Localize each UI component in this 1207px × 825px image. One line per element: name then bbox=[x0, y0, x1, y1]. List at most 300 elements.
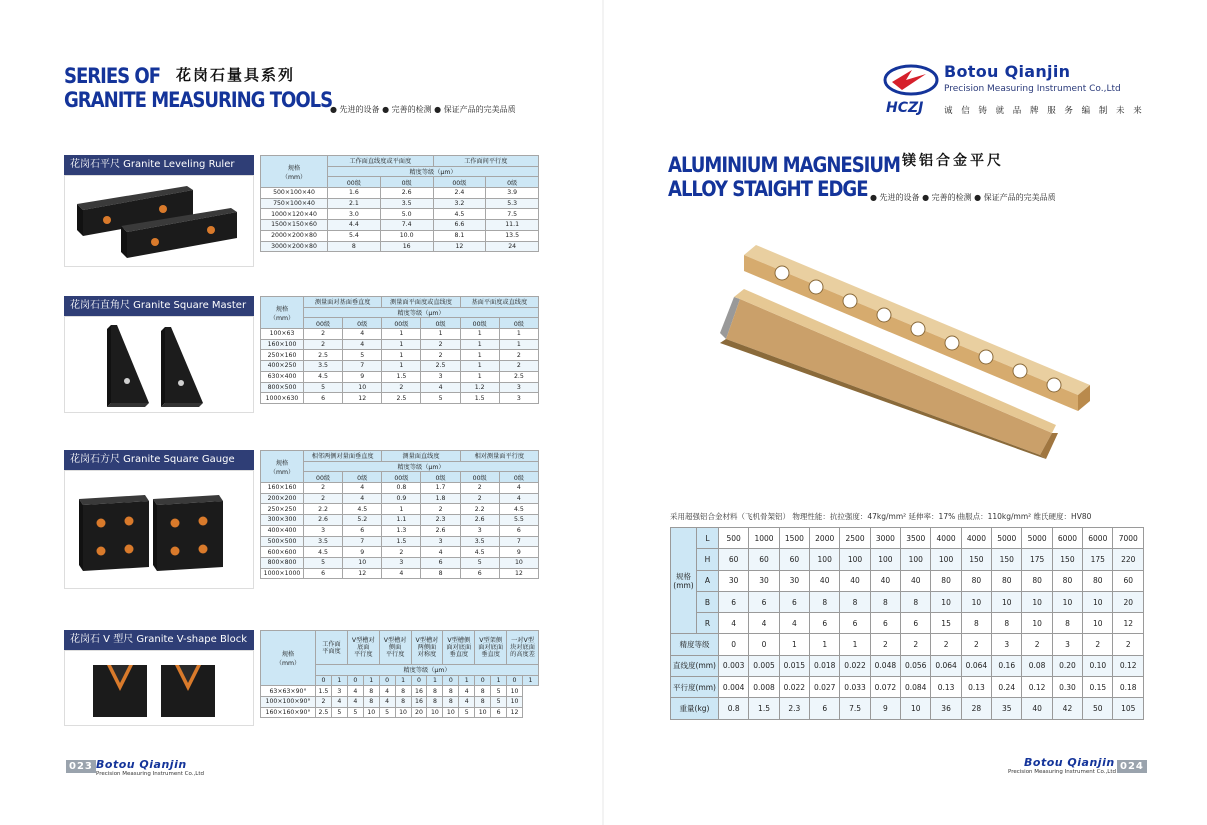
value-cell: 8 bbox=[328, 241, 381, 252]
value-cell: 4000 bbox=[961, 528, 991, 549]
value-cell: 3 bbox=[331, 686, 347, 697]
spec-cell: 400×250 bbox=[261, 361, 304, 372]
value-cell: 6 bbox=[840, 613, 870, 634]
value-cell: 8 bbox=[395, 697, 411, 708]
value-cell: 6 bbox=[749, 591, 779, 612]
value-cell: 100 bbox=[901, 549, 931, 570]
value-cell: 1 bbox=[840, 634, 870, 655]
value-cell: 2 bbox=[421, 350, 460, 361]
value-cell: 4 bbox=[343, 493, 382, 504]
value-cell: 8 bbox=[992, 613, 1022, 634]
value-cell: 2 bbox=[421, 339, 460, 350]
table-row bbox=[261, 241, 539, 252]
table-row bbox=[671, 549, 1144, 570]
value-cell: 5 bbox=[331, 707, 347, 718]
value-cell: 12 bbox=[1113, 613, 1144, 634]
dimension-key: B bbox=[697, 591, 719, 612]
value-cell: 12 bbox=[507, 707, 523, 718]
value-cell: 4.5 bbox=[460, 547, 499, 558]
value-cell: 0.9 bbox=[382, 493, 421, 504]
value-cell: 1 bbox=[460, 371, 499, 382]
value-cell: 12 bbox=[343, 568, 382, 579]
value-cell: 40 bbox=[810, 570, 840, 591]
grade-cell: 0 bbox=[316, 675, 332, 686]
value-cell: 4 bbox=[347, 697, 363, 708]
value-cell: 1 bbox=[460, 350, 499, 361]
value-cell: 0.018 bbox=[810, 655, 840, 676]
table-row bbox=[261, 393, 539, 404]
value-cell: 10 bbox=[507, 686, 523, 697]
value-cell: 2 bbox=[382, 382, 421, 393]
dimension-key: R bbox=[697, 613, 719, 634]
square-gauge-spec-table: 规格 （mm） 相邻两侧对量面垂直度 测量面直线度 相对测量面平行度 精度等级（μm） 00级 0级 00级 0级 00级 0级 160×160 2 4 0.8 1.7 2 4 200×200 2 4 0.9 1.8 2 4 250×250 2.2 4.5 1 2 2.2 4.5 300×300 2.6 5.2 1.1 2.3 2.6 5.5 400×400 3 6 1.3 2.6 3 6 500×500 3.5 7 1.5 3 3.5 7 600×600 4.5 9 2 4 4.5 9 800×800 5 10 3 6 5 10 1000×1000 6 12 4 8 6 12 bbox=[260, 450, 539, 579]
table-row bbox=[671, 528, 1144, 549]
value-cell: 10 bbox=[961, 591, 991, 612]
value-cell: 2 bbox=[382, 547, 421, 558]
grade-cell: 0 bbox=[379, 675, 395, 686]
row-label: 直线度(mm) bbox=[671, 655, 719, 676]
value-cell: 100 bbox=[810, 549, 840, 570]
value-cell: 1 bbox=[382, 504, 421, 515]
table-row bbox=[261, 361, 539, 372]
value-cell: 3 bbox=[499, 382, 538, 393]
value-cell: 220 bbox=[1113, 549, 1144, 570]
value-cell: 6 bbox=[421, 557, 460, 568]
spec-cell: 630×400 bbox=[261, 371, 304, 382]
value-cell: 6 bbox=[499, 525, 538, 536]
value-cell: 0.008 bbox=[749, 677, 779, 698]
value-cell: 8 bbox=[363, 697, 379, 708]
value-cell: 2 bbox=[931, 634, 961, 655]
value-cell: 5 bbox=[491, 686, 507, 697]
value-cell: 12 bbox=[499, 568, 538, 579]
square-master-image bbox=[64, 316, 254, 413]
dimension-key: L bbox=[697, 528, 719, 549]
value-cell: 9 bbox=[870, 698, 900, 719]
value-cell: 1 bbox=[460, 361, 499, 372]
page-number: 023 bbox=[66, 760, 96, 773]
value-cell: 3.5 bbox=[304, 361, 343, 372]
spec-label: 规格 (mm) bbox=[671, 528, 697, 634]
value-cell: 10 bbox=[507, 697, 523, 708]
value-cell: 24 bbox=[486, 241, 539, 252]
company-logo-icon bbox=[882, 60, 940, 118]
svg-text:HCZJ: HCZJ bbox=[886, 100, 924, 116]
value-cell: 2 bbox=[304, 329, 343, 340]
table-row bbox=[261, 547, 539, 558]
spec-cell: 2000×200×80 bbox=[261, 230, 328, 241]
value-cell: 3 bbox=[1052, 634, 1082, 655]
section-header-square-master: 花岗石直角尺 Granite Square Master bbox=[64, 296, 254, 316]
value-cell: 2.4 bbox=[433, 188, 486, 199]
spec-cell: 1000×630 bbox=[261, 393, 304, 404]
value-cell: 10 bbox=[395, 707, 411, 718]
value-cell: 105 bbox=[1113, 698, 1144, 719]
brand-name: Botou Qianjin bbox=[944, 62, 1071, 81]
spec-cell: 200×200 bbox=[261, 493, 304, 504]
value-cell: 5 bbox=[460, 557, 499, 568]
table-row bbox=[671, 613, 1144, 634]
grade-cell: 0 bbox=[411, 675, 427, 686]
value-cell: 80 bbox=[961, 570, 991, 591]
value-cell: 0.08 bbox=[1022, 655, 1052, 676]
value-cell: 8 bbox=[421, 568, 460, 579]
spec-cell: 400×400 bbox=[261, 525, 304, 536]
value-cell: 1 bbox=[460, 329, 499, 340]
value-cell: 2 bbox=[304, 339, 343, 350]
table-row bbox=[671, 570, 1144, 591]
grade-cell: 1 bbox=[522, 675, 538, 686]
value-cell: 10 bbox=[1052, 591, 1082, 612]
spec-cell: 250×250 bbox=[261, 504, 304, 515]
value-cell: 4 bbox=[459, 686, 475, 697]
grade-cell: 1 bbox=[491, 675, 507, 686]
alloy-title-cn: 镁铝合金平尺 bbox=[902, 153, 1004, 169]
value-cell: 6 bbox=[304, 568, 343, 579]
section-header-v-block: 花岗石 V 型尺 Granite V-shape Block bbox=[64, 630, 254, 650]
table-row bbox=[261, 697, 539, 708]
value-cell: 4 bbox=[749, 613, 779, 634]
value-cell: 0.8 bbox=[382, 483, 421, 494]
value-cell: 0.20 bbox=[1052, 655, 1082, 676]
value-cell: 6 bbox=[901, 613, 931, 634]
value-cell: 0.015 bbox=[779, 655, 809, 676]
value-cell: 1.5 bbox=[382, 536, 421, 547]
value-cell: 150 bbox=[992, 549, 1022, 570]
value-cell: 0.004 bbox=[719, 677, 749, 698]
value-cell: 4 bbox=[382, 568, 421, 579]
value-cell: 8 bbox=[443, 686, 459, 697]
value-cell: 8.1 bbox=[433, 230, 486, 241]
value-cell: 12 bbox=[433, 241, 486, 252]
value-cell: 5 bbox=[347, 707, 363, 718]
table-row bbox=[261, 536, 539, 547]
table-row bbox=[261, 568, 539, 579]
value-cell: 3 bbox=[421, 371, 460, 382]
value-cell: 4.5 bbox=[343, 504, 382, 515]
value-cell: 0.24 bbox=[992, 677, 1022, 698]
table-row bbox=[671, 698, 1144, 719]
value-cell: 8 bbox=[363, 686, 379, 697]
value-cell: 10 bbox=[343, 382, 382, 393]
spec-cell: 800×800 bbox=[261, 557, 304, 568]
alloy-straight-edge-image bbox=[704, 235, 1104, 470]
value-cell: 10 bbox=[499, 557, 538, 568]
value-cell: 60 bbox=[779, 549, 809, 570]
value-cell: 60 bbox=[1113, 570, 1144, 591]
spec-cell: 63×63×90° bbox=[261, 686, 316, 697]
value-cell: 42 bbox=[1052, 698, 1082, 719]
value-cell: 9 bbox=[499, 547, 538, 558]
table-row bbox=[671, 655, 1144, 676]
value-cell: 7 bbox=[499, 536, 538, 547]
square-gauge-image bbox=[64, 470, 254, 589]
value-cell: 5000 bbox=[992, 528, 1022, 549]
value-cell: 2 bbox=[1022, 634, 1052, 655]
value-cell: 4 bbox=[347, 686, 363, 697]
value-cell: 5 bbox=[459, 707, 475, 718]
value-cell: 80 bbox=[931, 570, 961, 591]
value-cell: 80 bbox=[1083, 570, 1113, 591]
value-cell: 35 bbox=[992, 698, 1022, 719]
value-cell: 6 bbox=[304, 393, 343, 404]
value-cell: 12 bbox=[343, 393, 382, 404]
alloy-title-en: ALUMINIUM MAGNESIUM ALLOY STAIGHT EDGE bbox=[668, 153, 900, 201]
value-cell: 4.5 bbox=[304, 371, 343, 382]
value-cell: 3500 bbox=[901, 528, 931, 549]
table-row bbox=[261, 339, 539, 350]
value-cell: 7.5 bbox=[840, 698, 870, 719]
value-cell: 3.0 bbox=[328, 209, 381, 220]
value-cell: 1.6 bbox=[328, 188, 381, 199]
leveling-ruler-image bbox=[64, 175, 254, 267]
value-cell: 1.5 bbox=[316, 686, 332, 697]
value-cell: 20 bbox=[1113, 591, 1144, 612]
value-cell: 10 bbox=[931, 591, 961, 612]
value-cell: 7 bbox=[343, 361, 382, 372]
spec-cell: 100×63 bbox=[261, 329, 304, 340]
value-cell: 8 bbox=[475, 686, 491, 697]
value-cell: 1.5 bbox=[382, 371, 421, 382]
value-cell: 4 bbox=[379, 697, 395, 708]
value-cell: 2.3 bbox=[421, 515, 460, 526]
square-gauge-illustration bbox=[65, 471, 253, 588]
value-cell: 4 bbox=[459, 697, 475, 708]
value-cell: 6 bbox=[491, 707, 507, 718]
value-cell: 2.3 bbox=[779, 698, 809, 719]
spec-cell: 160×160 bbox=[261, 483, 304, 494]
dimension-key: A bbox=[697, 570, 719, 591]
value-cell: 8 bbox=[810, 591, 840, 612]
value-cell: 7.4 bbox=[380, 220, 433, 231]
spec-header: 规格 （mm） bbox=[261, 297, 304, 329]
value-cell: 13.5 bbox=[486, 230, 539, 241]
value-cell: 2 bbox=[870, 634, 900, 655]
value-cell: 6000 bbox=[1052, 528, 1082, 549]
value-cell: 2000 bbox=[810, 528, 840, 549]
value-cell: 3 bbox=[992, 634, 1022, 655]
value-cell: 4 bbox=[421, 382, 460, 393]
spec-cell: 500×500 bbox=[261, 536, 304, 547]
grade-cell: 1 bbox=[459, 675, 475, 686]
value-cell: 6000 bbox=[1083, 528, 1113, 549]
series-title-cn: 花岗石量具系列 bbox=[176, 66, 296, 84]
value-cell: 6 bbox=[460, 568, 499, 579]
value-cell: 1500 bbox=[779, 528, 809, 549]
value-cell: 10 bbox=[363, 707, 379, 718]
value-cell: 3 bbox=[499, 393, 538, 404]
grade-cell: 0 bbox=[507, 675, 523, 686]
spec-cell: 1000×1000 bbox=[261, 568, 304, 579]
value-cell: 40 bbox=[870, 570, 900, 591]
value-cell: 3000 bbox=[870, 528, 900, 549]
value-cell: 0.056 bbox=[901, 655, 931, 676]
table-row bbox=[261, 230, 539, 241]
value-cell: 3.5 bbox=[460, 536, 499, 547]
spec-cell: 100×100×90° bbox=[261, 697, 316, 708]
grade-cell: 1 bbox=[395, 675, 411, 686]
value-cell: 0.033 bbox=[840, 677, 870, 698]
value-cell: 2.6 bbox=[421, 525, 460, 536]
table-row bbox=[261, 209, 539, 220]
value-cell: 1 bbox=[382, 339, 421, 350]
v-block-illustration bbox=[65, 651, 253, 725]
value-cell: 1.5 bbox=[460, 393, 499, 404]
value-cell: 1.8 bbox=[421, 493, 460, 504]
value-cell: 0.13 bbox=[931, 677, 961, 698]
value-cell: 1.1 bbox=[382, 515, 421, 526]
table-row bbox=[261, 707, 539, 718]
value-cell: 5.5 bbox=[499, 515, 538, 526]
value-cell: 5 bbox=[379, 707, 395, 718]
value-cell: 5.2 bbox=[343, 515, 382, 526]
value-cell: 5 bbox=[304, 382, 343, 393]
value-cell: 3.9 bbox=[486, 188, 539, 199]
value-cell: 3 bbox=[421, 536, 460, 547]
row-label: 精度等级 bbox=[671, 634, 719, 655]
square-master-spec-table: 规格 （mm） 测量面对基面垂直度 测量面平面度或直线度 基面平面度或直线度 精度等级（μm） 00级 0级 00级 0级 00级 0级 100×63 2 4 1 1 1 1 160×100 2 4 1 2 1 1 250×160 2.5 5 1 2 1 2 400×250 3.5 7 1 2.5 1 2 630×400 4.5 9 1.5 3 1 2.5 800×500 5 10 2 4 1.2 3 1000×630 6 12 2.5 5 1.5 3 bbox=[260, 296, 539, 404]
spec-cell: 300×300 bbox=[261, 515, 304, 526]
slogan: ● 先进的设备 ● 完善的检测 ● 保证产品的完美品质 bbox=[870, 193, 1056, 202]
value-cell: 16 bbox=[411, 697, 427, 708]
value-cell: 0.027 bbox=[810, 677, 840, 698]
value-cell: 4.5 bbox=[433, 209, 486, 220]
brand-slogan: 诚 信 铸 就 品 牌 服 务 编 制 未 来 bbox=[944, 106, 1145, 116]
value-cell: 40 bbox=[840, 570, 870, 591]
value-cell: 2 bbox=[1083, 634, 1113, 655]
value-cell: 2 bbox=[499, 350, 538, 361]
table-row bbox=[671, 677, 1144, 698]
value-cell: 36 bbox=[931, 698, 961, 719]
value-cell: 9 bbox=[343, 547, 382, 558]
value-cell: 2 bbox=[1113, 634, 1144, 655]
value-cell: 175 bbox=[1022, 549, 1052, 570]
table-row bbox=[261, 525, 539, 536]
value-cell: 1 bbox=[499, 339, 538, 350]
value-cell: 4 bbox=[343, 483, 382, 494]
value-cell: 1 bbox=[499, 329, 538, 340]
value-cell: 2.1 bbox=[328, 198, 381, 209]
section-header-leveling: 花岗石平尺 Granite Leveling Ruler bbox=[64, 155, 254, 175]
value-cell: 2.2 bbox=[304, 504, 343, 515]
value-cell: 4 bbox=[499, 493, 538, 504]
slogan: ● 先进的设备 ● 完善的检测 ● 保证产品的完美品质 bbox=[330, 105, 516, 114]
table-row bbox=[261, 515, 539, 526]
page-number: 024 bbox=[1117, 760, 1147, 773]
grade-cell: 1 bbox=[331, 675, 347, 686]
value-cell: 8 bbox=[840, 591, 870, 612]
value-cell: 5.0 bbox=[380, 209, 433, 220]
footer-subtitle: Precision Measuring Instrument Co.,Ltd bbox=[1008, 769, 1116, 775]
table-row bbox=[261, 686, 539, 697]
v-block-spec-table: 规格 （mm） 工作面 平面度 V型槽对 底面 平行度 V型槽对 侧面 平行度 V型槽对 两侧面 对称度 V型槽侧 面对底面 垂直度 V型架侧 面对底面 垂直度 一对V型 块对底面 的高度差 精度等级（μm） 0 1 0 1 0 1 0 1 0 1 0 1 0 1 63×63×90° 1.5 3 4 8 4 8 16 8 8 4 8 5 10 100×100×90° 2 4 4 8 4 8 16 8 8 4 8 5 10 160×160×90° 2.5 5 5 10 5 10 20 10 10 5 10 6 12 bbox=[260, 630, 539, 718]
value-cell: 60 bbox=[749, 549, 779, 570]
leveling-spec-table: 规格 （mm） 工作面直线度或平面度 工作面间平行度 精度等级（μm） 00级 0级 00级 0级 500×100×40 1.6 2.6 2.4 3.9 750×100×40 2.1 3.5 3.2 5.3 1000×120×40 3.0 5.0 4.5 7.5 1500×150×60 4.4 7.4 6.6 11.1 2000×200×80 5.4 10.0 8.1 13.5 3000×200×80 8 16 12 24 bbox=[260, 155, 539, 252]
material-note: 采用超强铝合金材料（飞机骨架铝） 物理性能：抗拉强度：47kg/mm² 延伸率：17% 曲服点：110kg/mm² 维氏硬度：HV80 bbox=[670, 512, 1092, 521]
spec-cell: 600×600 bbox=[261, 547, 304, 558]
table-row bbox=[671, 591, 1144, 612]
value-cell: 0.12 bbox=[1022, 677, 1052, 698]
value-cell: 80 bbox=[992, 570, 1022, 591]
value-cell: 1.7 bbox=[421, 483, 460, 494]
value-cell: 0.084 bbox=[901, 677, 931, 698]
table-row bbox=[261, 198, 539, 209]
value-cell: 1.5 bbox=[749, 698, 779, 719]
brand-subtitle: Precision Measuring Instrument Co.,Ltd bbox=[944, 84, 1121, 94]
value-cell: 8 bbox=[870, 591, 900, 612]
spec-cell: 3000×200×80 bbox=[261, 241, 328, 252]
footer-logo: Botou Qianjin bbox=[96, 758, 187, 771]
value-cell: 0.072 bbox=[870, 677, 900, 698]
value-cell: 0.13 bbox=[961, 677, 991, 698]
table-row bbox=[261, 382, 539, 393]
spec-cell: 1500×150×60 bbox=[261, 220, 328, 231]
value-cell: 100 bbox=[870, 549, 900, 570]
value-cell: 30 bbox=[749, 570, 779, 591]
table-row bbox=[671, 634, 1144, 655]
value-cell: 6 bbox=[719, 591, 749, 612]
grade-cell: 1 bbox=[363, 675, 379, 686]
value-cell: 4 bbox=[379, 686, 395, 697]
value-cell: 2 bbox=[460, 493, 499, 504]
spec-cell: 160×160×90° bbox=[261, 707, 316, 718]
alloy-spec-table bbox=[670, 527, 1144, 720]
value-cell: 8 bbox=[475, 697, 491, 708]
value-cell: 0.064 bbox=[961, 655, 991, 676]
value-cell: 0.022 bbox=[840, 655, 870, 676]
value-cell: 5 bbox=[343, 350, 382, 361]
value-cell: 8 bbox=[1052, 613, 1082, 634]
value-cell: 150 bbox=[1052, 549, 1082, 570]
spec-cell: 500×100×40 bbox=[261, 188, 328, 199]
value-cell: 4.5 bbox=[499, 504, 538, 515]
value-cell: 40 bbox=[901, 570, 931, 591]
value-cell: 4.5 bbox=[304, 547, 343, 558]
dimension-key: H bbox=[697, 549, 719, 570]
spec-cell: 800×500 bbox=[261, 382, 304, 393]
value-cell: 1 bbox=[779, 634, 809, 655]
value-cell: 9 bbox=[343, 371, 382, 382]
value-cell: 2 bbox=[304, 483, 343, 494]
value-cell: 4 bbox=[343, 339, 382, 350]
table-row bbox=[261, 371, 539, 382]
value-cell: 80 bbox=[1022, 570, 1052, 591]
value-cell: 2 bbox=[901, 634, 931, 655]
value-cell: 3.5 bbox=[304, 536, 343, 547]
value-cell: 10 bbox=[343, 557, 382, 568]
value-cell: 0.15 bbox=[1083, 677, 1113, 698]
table-row bbox=[261, 557, 539, 568]
left-page bbox=[0, 0, 603, 825]
value-cell: 4000 bbox=[931, 528, 961, 549]
value-cell: 10 bbox=[1083, 613, 1113, 634]
table-row bbox=[261, 350, 539, 361]
value-cell: 6.6 bbox=[433, 220, 486, 231]
table-row bbox=[261, 483, 539, 494]
value-cell: 6 bbox=[810, 613, 840, 634]
value-cell: 7 bbox=[343, 536, 382, 547]
value-cell: 4 bbox=[421, 547, 460, 558]
value-cell: 16 bbox=[380, 241, 433, 252]
footer-logo: Botou Qianjin bbox=[1024, 756, 1115, 769]
spec-header: 规格 （mm） bbox=[261, 156, 328, 188]
value-cell: 11.1 bbox=[486, 220, 539, 231]
value-cell: 8 bbox=[961, 613, 991, 634]
value-cell: 4 bbox=[719, 613, 749, 634]
value-cell: 100 bbox=[840, 549, 870, 570]
value-cell: 50 bbox=[1083, 698, 1113, 719]
value-cell: 2500 bbox=[840, 528, 870, 549]
